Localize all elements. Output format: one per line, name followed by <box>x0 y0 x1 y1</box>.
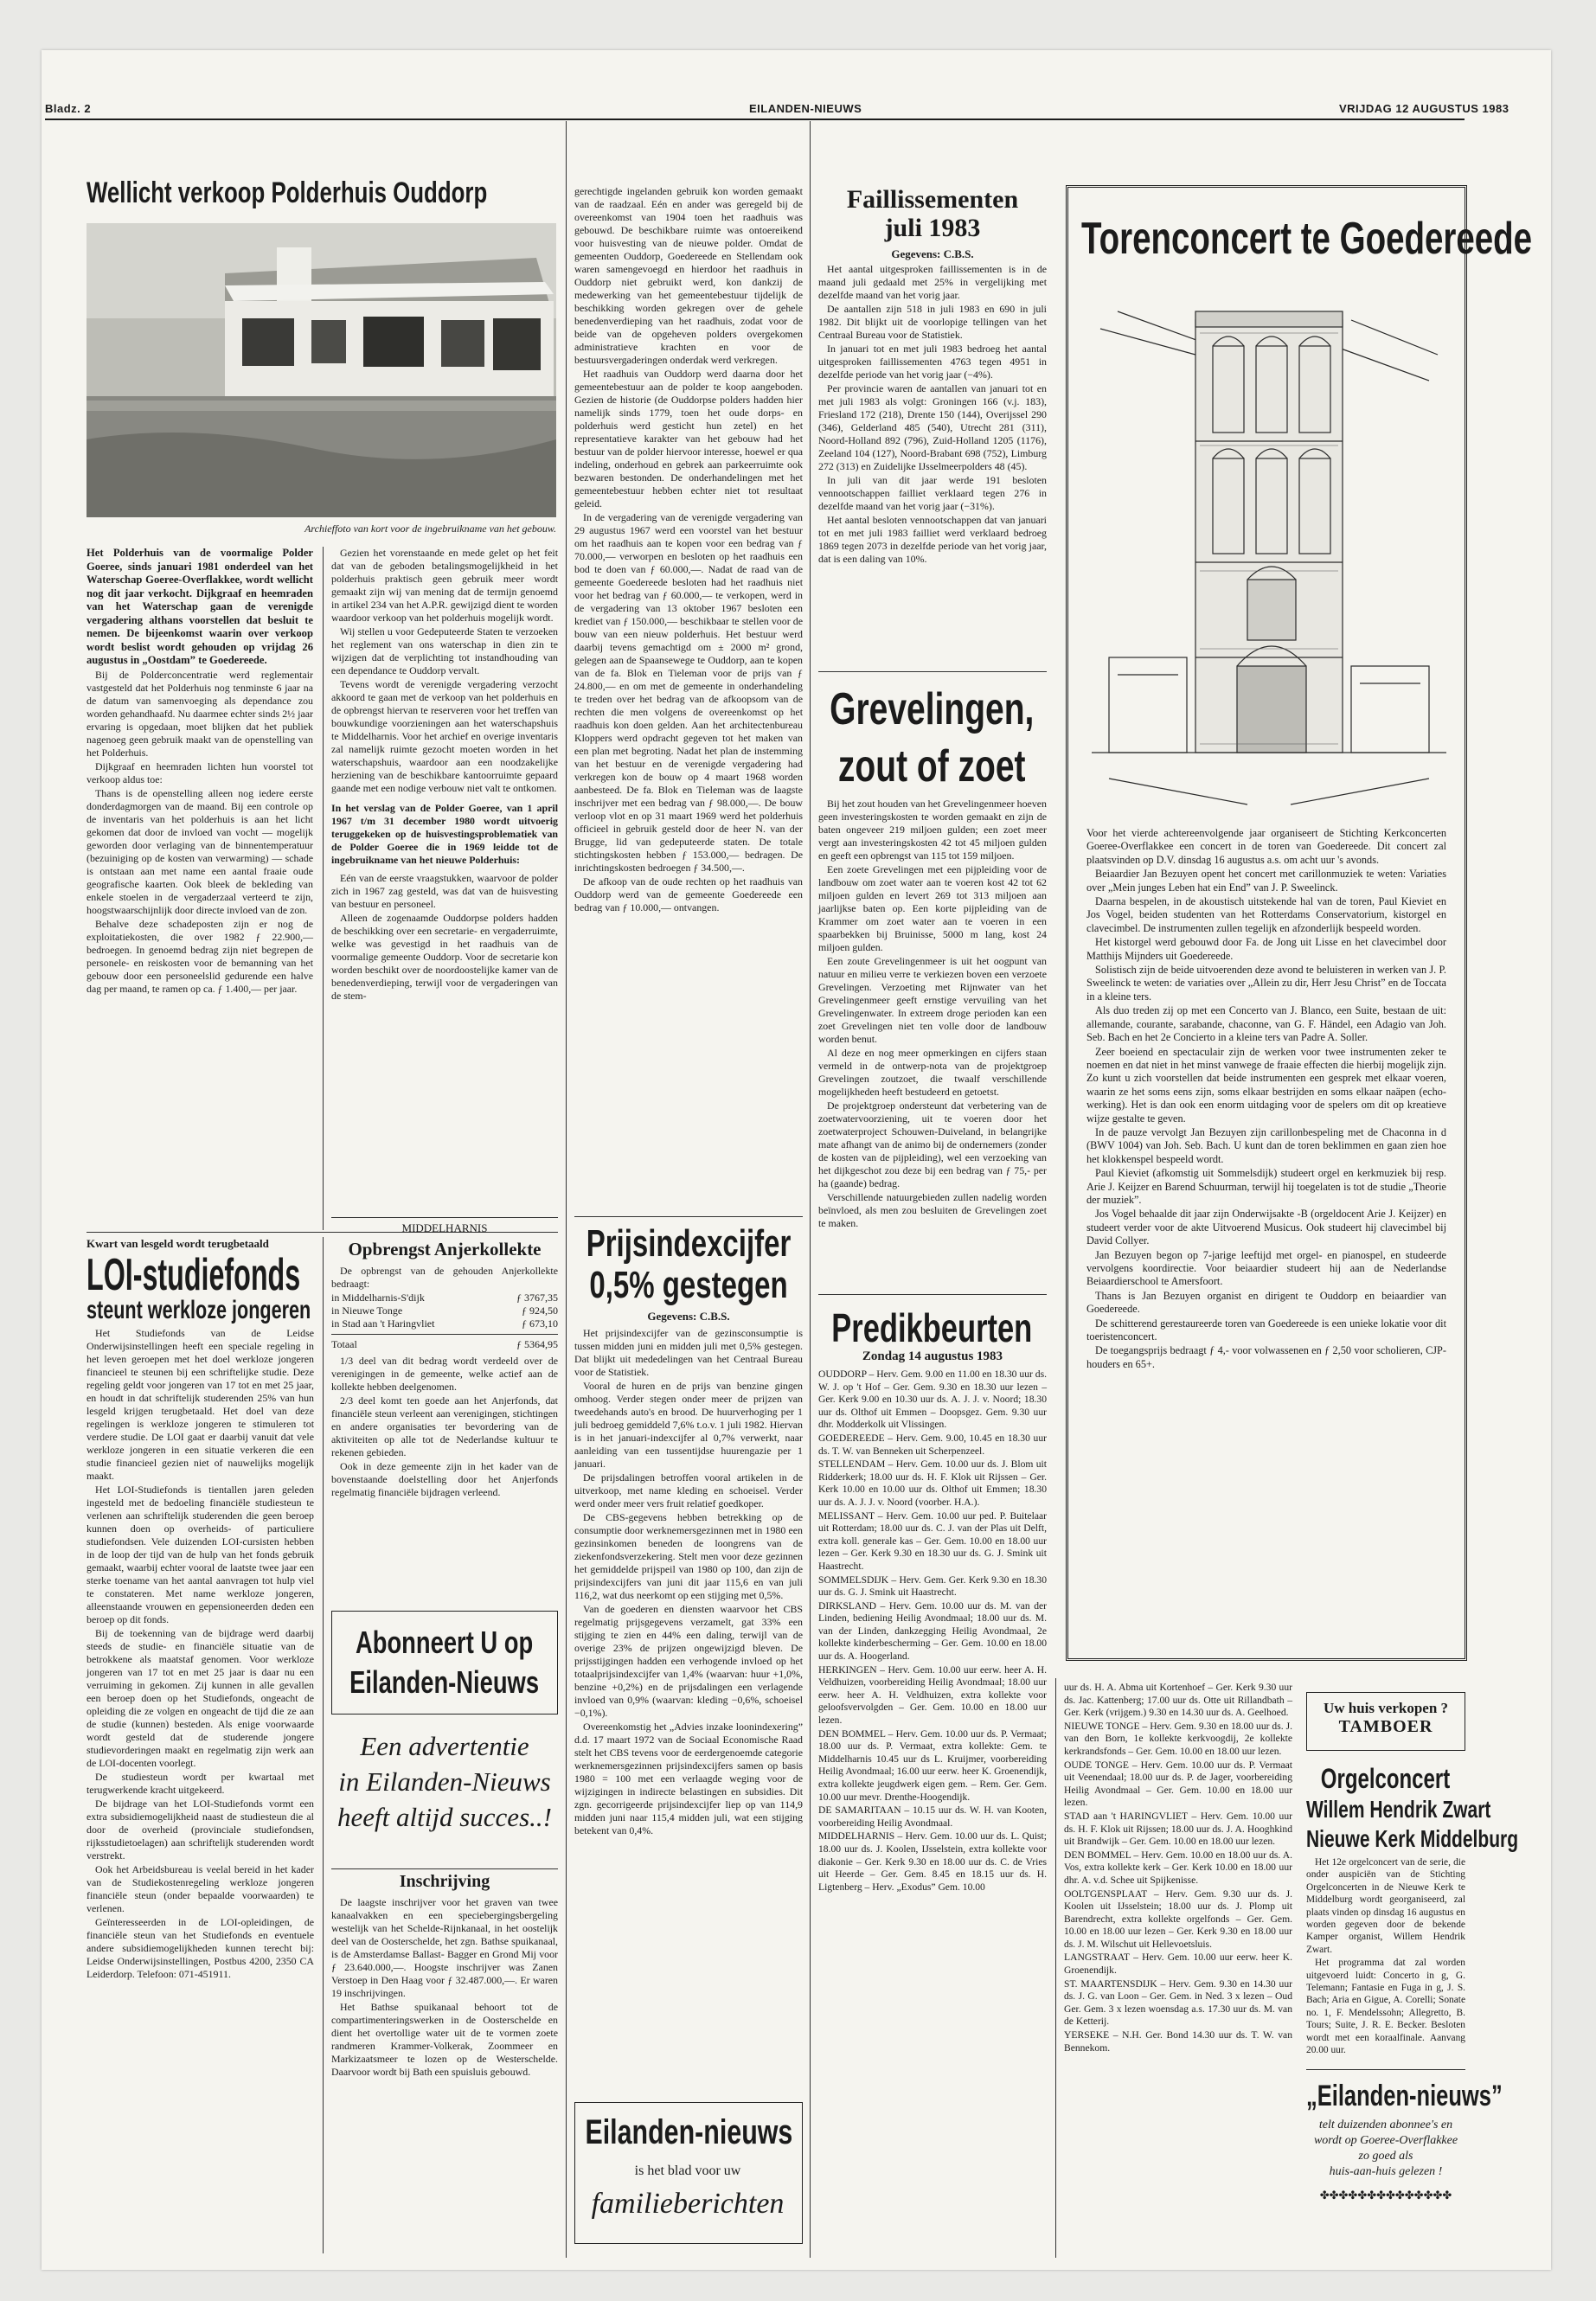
service-listing: ST. MAARTENSDIJK – Herv. Gem. 9.30 en 14.30 uur ds. J. G. van Loon – Ger. Gem. in Ned. 3 x lezen – Oud Ger. Gem. 3 x lezen woensdag a.s. 17.30 uur ds. M. van de Ketterij. <box>1064 1977 1292 2028</box>
service-listing: OUDDORP – Herv. Gem. 9.00 en 11.00 en 18.30 uur ds. W. J. op 't Hof – Ger. Gem. 9.30 en 18.30 uur lezen – Ger. Kerk 9.00 en 10.30 uur ds. A. J. J. v. Noord; 18.30 uur ds. Olthof uit Emmen – Doopsgez. Gem. 9.30 uur dhr. Modderkolk uit Vlissingen. <box>818 1368 1047 1431</box>
paragraph: Ook het Arbeidsbureau is veelal bereid in het kader van de Studiekostenregeling werkloze jongeren financiële steun (onder bepaalde voorwaarden) te verlenen. <box>87 1863 314 1914</box>
paragraph: Wij stellen u voor Gedeputeerde Staten te verzoeken het reglement van ons waterschap in dien zin te wijzigen dat de verplichting tot instandhouding van een dependance te Ouddorp vervalt. <box>331 625 558 676</box>
service-listing: HERKINGEN – Herv. Gem. 10.00 uur eerw. heer A. H. Veldhuizen, voorbereiding Heilig Avondmaal; 18.00 uur eerw. heer A. H. Veldhuizen, extra kollekte voor geloofsvervolgden – Ger. Gem. 10.00 en 18.00 uur lezen. <box>818 1663 1047 1727</box>
paragraph: Paul Kieviet (afkomstig uit Sommelsdijk) studeert orgel en kerkmuziek bij resp. Arie J. Keijzer en Barend Schuurman, terwijl hij toegelaten is tot de studie „Theorie der muziek”. <box>1086 1167 1446 1206</box>
paragraph: Tevens wordt de verenigde vergadering verzocht akkoord te gaan met de verkoop van het polderhuis en de opbrengst hiervan te reserveren voor het treffen van bouwkundige voorzieningen aan het waterschapshuis te Middelharnis. Voor het archief en overige inventaris zal namelijk ruimte gezocht moeten worden in het waterschapshuis, waardoor aan een noodzakelijke herziening van de beschikbare kantoorruimte gepaard gaande met een nodige verbouw niet valt te ontkomen. <box>331 678 558 794</box>
section-rule <box>1306 2069 1465 2070</box>
prijsindex-headline2: 0,5% gestegen <box>589 1264 788 1306</box>
paragraph: Bij de toekenning van de bijdrage werd daarbij steeds de studie- en financiële situatie van de betrokkene als maatstaf genomen. Voor werkloze jongeren van 17 tot en met 25 jaar is daar nu een verruiming in gekomen. Zij kunnen in alle gevallen een beroep doen op het Studiefonds, ongeacht de opleiding die ze volgen en ongeacht de tijd die ze aan de studie (kunnen) besteden. Als enige voorwaarde wordt gesteld dat de studerende jongere studievorderingen maakt en regelmatig zijn werk aan de LOI-docenten voorlegt. <box>87 1627 314 1769</box>
advertise-ad[interactable] <box>331 1728 558 1858</box>
loi-subheadline: steunt werkloze jongeren <box>87 1296 311 1324</box>
subscribe-line1: Abonneert U op <box>356 1625 534 1660</box>
paragraph: Het prijsindexcijfer van de gezinsconsumptie is tussen midden juni en midden juli met 0,5% gestegen. Dat blijkt uit mededelingen van het Centraal Bureau voor de Statistiek. <box>574 1327 803 1378</box>
paragraph: Van de goederen en diensten waarvoor het CBS regelmatig prijsgegevens verzamelt, gat 33% een stijging te zien en 44% een daling, terwijl van de overige 23% de prijzen ongewijzigd bleven. De prijsstijgingen hadden een verhogende invloed op het totaalprijsindexcijfer van 1,4% (waarvan: huur +1,0%, benzine +0,2%) en de prijsdalingen een verlagende invloed van 0,9% (waarvan: kleding −0,6%, schoeisel −0,1%). <box>574 1603 803 1719</box>
column-rule <box>323 547 324 1230</box>
service-listing: SOMMELSDIJK – Herv. Gem. Ger. Kerk 9.30 en 18.30 uur ds. G. J. Smink uit Haastrecht. <box>818 1574 1047 1599</box>
paragraph: Het kistorgel werd gebouwd door Fa. de Jong uit Lisse en het clavecimbel door Matthijs Mijnders uit Goedereede. <box>1086 936 1446 962</box>
paragraph: Bij het zout houden van het Grevelingenmeer hoeven geen investeringskosten te worden gemaakt en zijn de baten ongeveer 219 miljoen gulden; een zoet meer vergt aan investeringskosten 42 tot 45 miljoen gulden en geeft een opbrengst van 115 tot 159 miljoen. <box>818 798 1047 862</box>
paragraph: Jos Vogel behaalde dit jaar zijn Onderwijsakte -B (orgeldocent Arie J. Keijzer) en studeert verder voor de akte Uitvoerend Musicus. Ook studeert hij clavecimbel bij David Collyer. <box>1086 1208 1446 1247</box>
paragraph: De laagste inschrijver voor het graven van twee kanaalvakken en een speciebergingsbergeling westelijk van het Schelde-Rijnkanaal, in het oostelijk deel van de Oosterschelde, het zgn. Bathse spuikanaal, is de Amsterdamse Ballast- Bagger en Grond Mij voor ƒ 23.640.000,—. Hoogste inschrijver was Zanen Verstoep in Den Haag voor ƒ 32.487.000,—. Er waren 19 inschrijvingen. <box>331 1896 558 1999</box>
paragraph: Zeer boeiend en spectaculair zijn de werken voor twee instrumenten zeker te noemen en dat niet in het minst vanwege de fraaie effecten die hierbij mogelijk zijn. Zo kunt u zich voorstellen dat beide instrumenten een gesprek met elkaar voeren, waarin ze het soms eens zijn, soms elkaar bestrijden en soms elkaar naäpen (echo-werking). Het is dan ook een enorm uitdaging voor de spelers om dit op kreatieve wijze gestalte te geven. <box>1086 1045 1446 1125</box>
service-listing: YERSEKE – N.H. Ger. Bond 14.30 uur ds. T. W. van Bennekom. <box>1064 2029 1292 2054</box>
paragraph: Jan Bezuyen begon op 7-jarige leeftijd met orgel- en pianospel, en studeerde vervolgens koordirectie. Voor beiaardier studeert hij aan de Nederlandse Beiaardierschool te Amersfoort. <box>1086 1248 1446 1288</box>
paragraph: 1/3 deel van dit bedrag wordt verdeeld over de verenigingen in de gemeente, welke actief aan de kollekte hebben deelgenomen. <box>331 1355 558 1393</box>
paragraph: Geïnteresseerden in de LOI-opleidingen, de financiële steun van het Studiefonds en eventuele andere subsidiemogelijkheden kunnen terecht bij: Leidse Onderwijsinstellingen, Postbus 4200, 2350 CA Leiderdorp. Telefoon: 071-451911. <box>87 1916 314 1980</box>
orgelconcert-headline2: Willem Hendrik Zwart <box>1306 1796 1491 1823</box>
paragraph: Een zoute Grevelingenmeer is uit het oogpunt van natuur en milieu verre te verkiezen boven een verzoete Grevelingen. Verzoeting met Rijnwater van het Grevelingenmeer geeft ernstige vervuiling van het Grevelingenwater. In extreem droge perioden kan een zoet Grevelingen niet ten volle door de landbouw worden benut. <box>818 955 1047 1045</box>
subscribe-ad[interactable] <box>331 1611 558 1715</box>
paragraph: Verschillende natuurgebieden zullen nadelig worden beïnvloed, als men zou besluiten de Grevelingen zoet te maken. <box>818 1191 1047 1229</box>
predikbeurten-date: Zondag 14 augustus 1983 <box>862 1349 1003 1363</box>
tower-illustration <box>1092 294 1446 822</box>
paragraph: Het Studiefonds van de Leidse Onderwijsinstellingen heeft een speciale regeling in het leven geroepen met het doel werkloze jongeren financieel te steunen bij een schriftelijke studie. Deze regeling geldt voor jongeren van 17 tot en met 25 jaar, en houdt in dat schriftelijk studerenden 25% van hun lesgeld krijgen terugbetaald. Het doel van deze regelingen is werkloze jongeren te stimuleren tot verdere studie. De LOI gaat er daarbij vanuit dat vele werkloze jongeren in een situatie verkeren die een studie financieel gezien niet of nauwelijks mogelijk maakt. <box>87 1327 314 1482</box>
paragraph: Als duo treden zij op met een Concerto van J. Blanco, een Suite, bestaan de uit: allemande, courante, sarabande, chaconne, van G. F. Händel, een Adagio van Joh. Seb. Bach en het 2e Concierto in a kleine ters van Padre A. Soller. <box>1086 1004 1446 1044</box>
issue-date: VRIJDAG 12 AUGUSTUS 1983 <box>1339 102 1509 115</box>
paragraph: De schitterend gerestaureerde toren van Goedereede is een unieke lokatie voor dit toeristenconcert. <box>1086 1317 1446 1343</box>
prijsindex-headline1: Prijsindexcijfer <box>586 1222 792 1265</box>
faillissementen-headline: Faillissementen juli 1983 <box>846 185 1019 242</box>
paragraph: De aantallen zijn 518 in juli 1983 en 690 in juli 1982. Dit blijkt uit de voorlopige tellingen van het Centraal Bureau voor de Statistiek. <box>818 303 1047 341</box>
ornament-row: ✤✤✤✤✤✤✤✤✤✤✤✤✤✤ <box>1319 2189 1452 2202</box>
tamboer-ad[interactable] <box>1306 1692 1465 1751</box>
loi-headline: LOI-studiefonds <box>87 1250 301 1300</box>
anjer-intro: De opbrengst van de gehouden Anjerkollekte bedraagt: <box>331 1265 558 1290</box>
prijsindex-source: Gegevens: C.B.S. <box>647 1310 730 1323</box>
anjer-total: Totaal ƒ 5364,95 <box>331 1338 558 1350</box>
anjer-body <box>331 1265 558 1602</box>
advertise-line1: Een advertentie <box>360 1731 529 1761</box>
paragraph: Thans is de openstelling alleen nog iedere eerste donderdagmorgen van de maand. Bij een controle op de inventaris van het polderhuis is aan het licht gekomen dat door de invloed van vocht — mogelijk geworden door verlaging van de binnentemperatuur (bezuiniging op de kosten van verwarming) — schade is ontstaan aan met name een aantal fraaie oude geografische kaarten. Ook bleek de bekleding van enkele stoelen in de vergaderzaal verteerd te zijn, hoogstwaarschijnlijk door directe invloed van de zon. <box>87 786 313 916</box>
column-rule <box>810 121 811 2258</box>
loi-body <box>87 1327 314 2248</box>
service-listing: DEN BOMMEL – Herv. Gem. 10.00 uur ds. P. Vermaat; 18.00 uur ds. P. Vermaat, extra kollekte: Gem. te Middelharnis 10.45 uur ds L. Kruijmer, voorbereiding Heilig Avondmaal; 16.00 uur eerw. heer K. Groenendijk, extra kollekte jeugdwerk eigen gem. – Rem. Ger. Gem. 10.00 uur mevr. Drenthe-Hoogendijk. <box>818 1727 1047 1803</box>
anjer-headline: Opbrengst Anjerkollekte <box>348 1239 542 1259</box>
photo-caption: Archieffoto van kort voor de ingebruikname van het gebouw. <box>304 522 556 535</box>
column-rule <box>323 1237 324 2253</box>
faillissementen-source: Gegevens: C.B.S. <box>891 247 974 260</box>
service-listing: DE SAMARITAAN – 10.15 uur ds. W. H. van Kooten, voorbereiding Heilig Avondmaal. <box>818 1804 1047 1829</box>
tamboer-line2: TAMBOER <box>1338 1717 1433 1736</box>
paragraph: Behalve deze schadeposten zijn er nog de exploitatiekosten, die over 1982 ƒ 22.900,— bedroegen. In genoemd bedrag zijn niet begrepen de personele- en reiskosten voor de bemanning van het gebouw door een personeelslid gedurende een halve dag per maand, te ramen op ca. ƒ 1.400,— per jaar. <box>87 917 313 995</box>
paragraph: Daarna bespelen, in de akoustisch uitstekende hal van de toren, Paul Kieviet en Jos Vogel, beiden studenten van het Rotterdams Conservatorium, kistorgel en clavecimbel. De instrumenten zullen tegelijk en afzonderlijk bespeeld worden. <box>1086 895 1446 934</box>
paragraph: Vooral de huren en de prijs van benzine gingen omhoog. Verder stegen onder meer de prijzen van tweedehands auto's en brood. De huurverhoging per 1 juli bedroeg gemiddeld 7,6% t.o.v. 1 juli 1982. Hiervan is in het januari-indexcijfer al 0,7% verwerkt, naar aanleiding van een tussentijdse huurengazie per 1 januari. <box>574 1380 803 1470</box>
paragraph: Het raadhuis van Ouddorp werd daarna door het gemeentebestuur aan de polder te koop aangeboden. Gezien de historie (de Ouddorpse polders hadden hier namelijk sinds 1779, toen het oude dorps- en polderhuis werd gesticht hun zetel) en het representatieve karakter van het gebouw had het bestuur van de polder hiervoor interesse, hoewel er qua indeling, onderhoud en gebrek aan parkeerruimte ook bezwaren bestonden. De onderhandelingen met het gemeentebestuur hebben echter niet tot resultaat geleid. <box>574 368 803 510</box>
inschrijving-headline: Inschrijving <box>399 1872 490 1891</box>
section-rule <box>818 671 1047 672</box>
faillissementen-body <box>818 263 1047 670</box>
service-listing: STAD aan 't HARINGVLIET – Herv. Gem. 10.00 uur ds. H. F. Klok uit Rijssen; 18.00 uur ds. J. A. Hooghkind uit Brandwijk – Ger. Gem. 10.00 en 18.00 uur lezen. <box>1064 1810 1292 1848</box>
tamboer-line1: Uw huis verkopen ? <box>1323 1700 1449 1716</box>
service-listing: GOEDEREEDE – Herv. Gem. 9.00, 10.45 en 18.30 uur ds. T. W. van Benneken uit Scherpenzeel. <box>818 1432 1047 1457</box>
paragraph: De projektgroep ondersteunt dat verbetering van de zoetwatervoorziening, uit te voeren door het zoetwaterproject Schouwen-Duiveland, in belangrijke mate afhangt van de animo bij de ondernemers (zonder de kosten van de pijpleiding), wel een verzoeking van het dijkgeschot zou deze bij een bedrag van ƒ 75,- per ha (gaande) bedrag. <box>818 1099 1047 1189</box>
paragraph: Het LOI-Studiefonds is tientallen jaren geleden ingesteld met de bedoeling financiële studiesteun te verlenen aan schriftelijk studerenden die geen beroep kunnen doen op overheids- of particuliere studiefondsen. Vele duizenden LOI-cursisten hebben in de loop der tijd van de hulp van het fonds gebruik gemaakt, waarbij echter vooral de laatste twee jaar een sterke toename van het aantal aanvragen tot hulp viel te constateren. Met name werkloze jongeren, alleenstaande vrouwen en gepensioneerden deden een beroep op dit fonds. <box>87 1484 314 1625</box>
paragraph: Gezien het vorenstaande en mede gelet op het feit dat van de geboden betalingsmogelijkheid in het polderhuis praktisch geen gebruik meer wordt gemaakt zijn wij van mening dat de termijn genoemd in artikel 234 van het A.P.R. gewijzigd dient te worden waardoor verkoop van het polderhuis mogelijk wordt. <box>331 547 558 624</box>
service-listing: OUDE TONGE – Herv. Gem. 10.00 uur ds. P. Vermaat uit Veenendaal; 18.00 uur ds. P. de Jager, voorbereiding Heilig Avondmaal – Ger. Gem. 10.00 en 18.00 uur lezen. <box>1064 1759 1292 1809</box>
service-listing: DEN BOMMEL – Herv. Gem. 10.00 en 18.00 uur ds. A. Vos, extra kollekte kerk – Ger. Kerk 10.00 en 18.00 uur dhr. A. v.d. Schee uit Spijkenisse. <box>1064 1849 1292 1886</box>
torenconcert-body <box>1086 827 1446 1647</box>
service-listing: MIDDELHARNIS – Herv. Gem. 10.00 uur ds. L. Quist; 18.00 uur ds. J. Koolen, IJsselstein, extra kollekte voor diakonie – Ger. Kerk 9.30 en 18.00 uur ds. C. de Vries uit Heerde – Ger. Gem. 8.45 en 18.15 uur ds. H. Ligtenberg – Herv. „Exodus” Gem. 10.00 <box>818 1830 1047 1893</box>
paragraph: Al deze en nog meer opmerkingen en cijfers staan vermeld in de ontwerp-nota van de projektgroep Grevelingen zoutzoet, die twaalf verschillende mogelijkheden heeft bestudeerd en getoetst. <box>818 1047 1047 1098</box>
section-rule <box>574 1216 803 1217</box>
familieberichten-line3: familieberichten <box>591 2188 785 2220</box>
advertise-line3: heeft altijd succes..! <box>337 1802 552 1832</box>
familieberichten-ad[interactable] <box>574 2102 803 2244</box>
anjer-row: in Nieuwe Tonge ƒ 924,50 <box>331 1304 558 1317</box>
orgelconcert-body <box>1306 1856 1465 2064</box>
slogan-headline: „Eilanden-nieuws” <box>1306 2080 1503 2112</box>
paragraph: Ook in deze gemeente zijn in het kader van de bovenstaande doelstelling door het Anjerfonds regelmatig financiële bijdragen verleend. <box>331 1460 558 1498</box>
grevelingen-headline1: Grevelingen, <box>830 684 1035 734</box>
paragraph: In de vergadering van de verenigde vergadering van 29 augustus 1967 werd een voorstel van het bestuur om het raadhuis aan te kopen voor een bedrag van ƒ 70.000,— verworpen en besloten op het raadhuis een bod te doen van ƒ 60.000,—. Nadat de raad van de gemeente Goedereede besloten had het raadhuis niet voor het bedrag van ƒ 60.000,— te verkopen, werd in de vergadering van 13 oktober 1967 besloten een krediet van ƒ 150.000,— beschikbaar te stellen voor de bouw van een nieuw polderhuis. Het bestuur werd daarbij tevens gemachtigd om ± 2000 m² grond, gelegen aan de Spaansewege te Ouddorp, aan te kopen van de fa. Blok en Tieleman voor de prijs van ƒ 24.800,— en om met de gemeente in onderhandeling te treden over het bedrag van de afkoopsom van de rechten die men volgens de overeenkomst op het raadhuis kon doen gelden. Aan het architectenbureau Kloppers werd opdracht gegeven tot het maken van een plan met begroting. Nadat het plan de instemming van het bestuur en de verenigde vergadering had verkregen kon de bouw op 4 maart 1968 worden aanbesteed. De fa. Blok en Tieleman was de laagste inschrijver met een bedrag van ƒ 98.000,—. De bouw verloop vlot en op 31 maart 1969 werd het polderhuis officieel in gebruik gesteld door de heer N. van der Brugge, lid van gedeputeerde staten. De totale stichtingskosten hebben ƒ 153.000,— bedragen. De inrichtingskosten bedroegen ƒ 34.500,—. <box>574 511 803 874</box>
subscribe-line2: Eilanden-Nieuws <box>349 1664 540 1700</box>
section-rule <box>331 1217 558 1218</box>
paragraph: Het 12e orgelconcert van de serie, die onder auspiciën van de Stichting Orgelconcerten in de Nieuwe Kerk te Middelburg wordt georganiseerd, zal plaats vinden op dinsdag 16 augustus en worden gegeven door de bekende Kamper organist, Willem Hendrik Zwart. <box>1306 1857 1465 1955</box>
paragraph: Het aantal besloten vennootschappen dat van januari tot en met juli 1983 failliet werd verklaard bedroeg 1869 tegen 2073 in dezelfde periode van het vorig jaar, dat is een daling van 10%. <box>818 514 1047 565</box>
predikbeurten-headline: Predikbeurten <box>831 1305 1033 1350</box>
prijsindex-body <box>574 1327 803 2088</box>
verslag-heading: In het verslag van de Polder Goeree, van 1 april 1967 t/m 31 december 1980 wordt uitvoerig teruggekeken op de huisvestingsproblematiek van de Polder Goeree die in 1969 leidde tot de ingebruikname van het nieuwe Polderhuis: <box>331 802 558 866</box>
page-number: Bladz. 2 <box>45 102 92 115</box>
paragraph: Voor het vierde achtereenvolgende jaar organiseert de Stichting Kerkconcerten Goeree-Overflakkee een concert in de toren van Goedereede. Dit concert zal plaatsvinden op D.V. dinsdag 16 augustus a.s. om acht uur 's avonds. <box>1086 827 1446 866</box>
paragraph: De CBS-gegevens hebben betrekking op de consumptie door werknemersgezinnen met in 1980 een gezinsinkomen beneden de loongrens van de ziekenfondsverzekering. Stelt men voor deze gezinnen het gemiddelde prijspeil van 1980 op 100, dan zijn de prijsindexcijfers van juni dit jaar 115,6 en van juli 116,2, wat dus neerkomt op een stijging met 0,5%. <box>574 1511 803 1601</box>
paragraph: De bijdrage van het LOI-Studiefonds vormt een extra subsidiemogelijkheid naast de studiesteun die al door de overheid (provinciale studiefondsen, rijksstudietoelagen) aan schriftelijk studerenden wordt verstrekt. <box>87 1798 314 1862</box>
paragraph: In januari tot en met juli 1983 bedroeg het aantal uitgesproken faillissementen 4763 tegen 4951 in dezelfde periode van het vorig jaar (−4%). <box>818 343 1047 381</box>
polderhuis-lead: Het Polderhuis van de voormalige Polder Goeree, sinds januari 1981 onderdeel van het Waterschap Goeree-Overflakkee, wordt wellicht nog dit jaar verkocht. Dijkgraaf en heemraden van het Waterschap gaan de verenigde vergadering althans voorstellen dat besluit te nemen. De bijeenkomst waarin over verkoop wordt beslist wordt gehouden op vrijdag 26 augustus in „Oostdam” te Goedereede. <box>87 547 313 666</box>
section-rule <box>331 1868 558 1869</box>
service-listing: uur ds. H. A. Abma uit Kortenhoef – Ger. Kerk 9.30 uur ds. Jac. Kattenberg; 17.00 uur ds. Otte uit Rillandbath – Ger. Kerk (vrijgem.) 9.30 en 14.30 uur ds. A. Geelhoed. <box>1064 1682 1292 1719</box>
paragraph: Het Bathse spuikanaal behoort tot de compartimenteringswerken in de Oosterschelde en dient het overtollige water uit de te vormen zoete randmeren Krammer-Volkerak, Zoommeer en Markizaatsmeer te lozen op de Westerschelde. Daarvoor wordt bij Bath een spuisluis gebouwd. <box>331 2001 558 2078</box>
column-rule <box>566 121 567 2258</box>
predikbeurten-col2 <box>1064 1682 1292 2253</box>
orgelconcert-headline1: Orgelconcert <box>1320 1763 1451 1794</box>
advertise-line2: in Eilanden-Nieuws <box>338 1766 551 1797</box>
service-listing: LANGSTRAAT – Herv. Gem. 10.00 uur eerw. heer K. Groenendijk. <box>1064 1952 1292 1977</box>
paragraph: Per provincie waren de aantallen van januari tot en met juli 1983 als volgt: Groningen 166 (v.j. 183), Friesland 172 (218), Drente 150 (144), Overijssel 290 (346), Gelderland 485 (540), Utrecht 281 (311), Noord-Holland 892 (796), Zuid-Holland 1205 (1176), Zeeland 104 (127), Noord-Brabant 698 (752), Limburg 272 (313) en Zuidelijke IJsselmeerpolders 48 (45). <box>818 382 1047 472</box>
column-rule <box>1055 1678 1056 2258</box>
polderhuis-photo <box>87 223 556 517</box>
paragraph: Dijkgraaf en heemraden lichten hun voorstel tot verkoop aldus toe: <box>87 760 313 785</box>
anjer-row: in Stad aan 't Haringvliet ƒ 673,10 <box>331 1317 558 1335</box>
familieberichten-line2: is het blad voor uw <box>634 2163 741 2178</box>
header-rule <box>45 119 1465 120</box>
paragraph: Een zoete Grevelingen met een pijpleiding voor de landbouw om zoet water aan te voeren kost 42 tot 62 miljoen gulden en levert 269 tot 313 miljoen aan jaarlijkse baten op. Een korte pijpleiding van de Krammer om zoet water aan te voeren in een spaarbekken bij Bruinisse, 5000 m lang, kost 24 miljoen gulden. <box>818 863 1047 953</box>
service-listing: STELLENDAM – Herv. Gem. 10.00 uur ds. J. Blom uit Ridderkerk; 18.00 uur ds. H. F. Klok uit Rijssen – Ger. Kerk 10.00 en 10.00 uur ds. Olthof uit Emmen; 18.30 uur ds. A. J. J. v. Noord (voorber. H.A.). <box>818 1458 1047 1508</box>
paragraph: De toegangsprijs bedraagt ƒ 4,- voor volwassenen en ƒ 2,50 voor scholieren, CJP-houders en 65+. <box>1086 1344 1446 1370</box>
paragraph: Overeenkomstig het „Advies inzake loonindexering” d.d. 17 maart 1972 van de Sociaal Economische Raad stelt het CBS tevens voor de eerdergenoemde categorie werknemersgezinnen prijsindexcijfers samen op basis 1980 = 100 met een verlaagde weging voor de wijzigingen in indirecte belastingen en subsidies. Dit zgn. gecorrigeerde prijsindexcijfer liep op van 114,9 midden juni naar 115,4 midden juli, wat een stijging betekent van 0,4%. <box>574 1721 803 1836</box>
paragraph: Het programma dat zal worden uitgevoerd luidt: Concerto in g, G. Telemann; Fantasie en Fuga in g, J. S. Bach; Aria en Gigue, A. Corelli; Sonate no. 1, F. Mendelssohn; Allegretto, B. Tours; Suite, J. R. E. Becker. Besloten wordt met een koraalfinale. Aanvang 20.00 uur. <box>1306 1958 1465 2056</box>
anjer-place: MIDDELHARNIS <box>401 1221 488 1234</box>
service-listing: MELISSANT – Herv. Gem. 10.00 uur ped. P. Buitelaar uit Rotterdam; 18.00 uur ds. C. J. van der Plas uit Delft, extra koll. generale kas – Ger. Gem. 10.00 en 18.00 uur lezen – Ger. Kerk 9.30 en 18.30 uur ds. G. J. Smink uit Haastrecht. <box>818 1509 1047 1572</box>
paragraph: Eén van de eerste vraagstukken, waarvoor de polder zich in 1967 zag gesteld, was dat van de huisvesting van bestuur en personeel. <box>331 872 558 910</box>
masthead: EILANDEN-NIEUWS <box>749 102 862 115</box>
polderhuis-col3 <box>574 185 803 1197</box>
paragraph: Alleen de zogenaamde Ouddorpse polders hadden de beschikking over een secretarie- en vergaderruimte, welke was gevestigd in het raadhuis van de voormalige gemeente Ouddorp. Voor de secretarie kon worden beschikt over de noordoostelijke kamer van de benedenverdieping, terwijl voor de vergaderingen van de stem- <box>331 912 558 1002</box>
paragraph: Solistisch zijn de beide uitvoerenden deze avond te beluisteren in werken van J. P. Sweelinck te weten: de variaties over „Allein zu dir, Herr Jesu Christ” en de Toccata in a kleine ters. <box>1086 964 1446 1003</box>
anjer-row: in Middelharnis-S'dijk ƒ 3767,35 <box>331 1292 558 1304</box>
section-rule <box>818 1294 1047 1295</box>
paragraph: gerechtigde ingelanden gebruik kon worden gemaakt van de raadzaal. Eén en ander was geregeld bij de overeenkomst van 1904 toen het raadhuis was gebouwd. De beschikbare ruimte was ontoereikend voor huisvesting van de nieuwe polder. Omdat de gemeenten Ouddorp, Goedereede en Stellendam ook waren samengevoegd en hierdoor het raadhuis in Ouddorp niet gebruikt werd, kon dankzij de medewerking van het gemeentebestuur tijdelijk de beschikking worden gekregen over de gehele benedenverdieping van het raadhuis, zodat voor de beide van de opgeheven polders overgekomen administratieve krachten en voor de bestuursvergaderingen onderdak werd verkregen. <box>574 185 803 366</box>
familieberichten-line1: Eilanden-nieuws <box>585 2113 793 2151</box>
paragraph: 2/3 deel komt ten goede aan het Anjerfonds, dat financiële steun verleent aan verenigingen, stichtingen en andere organisaties ter bevordering van de aktiviteiten op alle tot de Nederlandse kultuur te rekenen gebieden. <box>331 1394 558 1458</box>
torenconcert-headline: Torenconcert te Goedereede <box>1081 214 1533 264</box>
predikbeurten-col1 <box>818 1368 1047 2251</box>
paragraph: In juli van dit jaar werde 191 besloten vennootschappen failliet verklaard tegen 276 in dezelfde maand van het vorig jaar (−31%). <box>818 474 1047 512</box>
polderhuis-col1 <box>87 547 313 1232</box>
loi-kicker: Kwart van lesgeld wordt terugbetaald <box>87 1237 269 1250</box>
grevelingen-body <box>818 798 1047 1282</box>
paragraph: In de pauze vervolgt Jan Bezuyen zijn carillonbespeling met de Chaconna in d (BWV 1004) van Joh. Seb. Bach. U kunt dan de toren beklimmen en gaan zien hoe het klokkenspel bespeeld wordt. <box>1086 1125 1446 1165</box>
paragraph: Thans is Jan Bezuyen organist en dirigent te Ouddorp en beiaardier van Goedereede. <box>1086 1289 1446 1316</box>
polderhuis-headline: Wellicht verkoop Polderhuis Ouddorp <box>87 176 488 209</box>
service-listing: NIEUWE TONGE – Herv. Gem. 9.30 en 18.00 uur ds. J. van den Born, 1e kollekte kerkvoogdij, 2e kollekte kerkrandsfonds – Ger. Gem. 10.00 en 18.00 uur lezen. <box>1064 1720 1292 1757</box>
paragraph: Bij de Polderconcentratie werd reglementair vastgesteld dat het Polderhuis nog tenminste 6 jaar na de datum van samenvoeging als dependance zou worden gehandhaafd. Nu daarmee echter sinds 2½ jaar ervaring is opgedaan, moet blijken dat het publiek nagenoeg geen gebruik maakt van de openstelling van het Polderhuis. <box>87 668 313 759</box>
orgelconcert-headline3: Nieuwe Kerk Middelburg <box>1306 1825 1519 1852</box>
service-listing: DIRKSLAND – Herv. Gem. 10.00 uur ds. M. van der Linden, bediening Heilig Avondmaal; 18.00 uur ds. M. van der Linden, dankzegging Heilig Avondmaal, 2e kollekte kinderbescherming – Ger. Gem. 10.00 en 18.00 uur ds. A. Hoogerland. <box>818 1599 1047 1663</box>
service-listing: OOLTGENSPLAAT – Herv. Gem. 9.30 uur ds. J. Koolen uit IJsselstein; 18.00 uur ds. J. Plomp uit Barendrecht, extra kollekte orgelfonds – Ger. Gem. 10.00 en 18.00 uur lezen – Ger. Kerk 9.30 en 18.00 uur ds. J. M. Wilschut uit Hellevoetsluis. <box>1064 1888 1292 1950</box>
paragraph: De afkoop van de oude rechten op het raadhuis van Ouddorp werd van de gemeente Goedereede een bedrag van ƒ 10.000,— ontvangen. <box>574 875 803 913</box>
paragraph: Beiaardier Jan Bezuyen opent het concert met carillonmuziek te weten: Variaties over „Mein junges Leben hat ein End” van J. P. Sweelinck. <box>1086 868 1446 894</box>
paragraph: De studiesteun wordt per kwartaal met terugwerkende kracht uitgekeerd. <box>87 1771 314 1796</box>
paragraph: De prijsdalingen betroffen vooral artikelen in de uitverkoop, met name kleding en schoeisel. Verder werd onder meer vers fruit relatief goedkoper. <box>574 1471 803 1509</box>
slogan-text: telt duizenden abonnee's en wordt op Goeree-Overflakkee zo goed als huis-aan-huis gelezen ! <box>1313 2118 1458 2178</box>
paragraph: Het aantal uitgesproken faillissementen is in de maand juli gedaald met 25% in vergelijking met dezelfde maand van het vorig jaar. <box>818 263 1047 301</box>
grevelingen-headline2: zout of zoet <box>837 741 1026 792</box>
inschrijving-body <box>331 1896 558 2255</box>
